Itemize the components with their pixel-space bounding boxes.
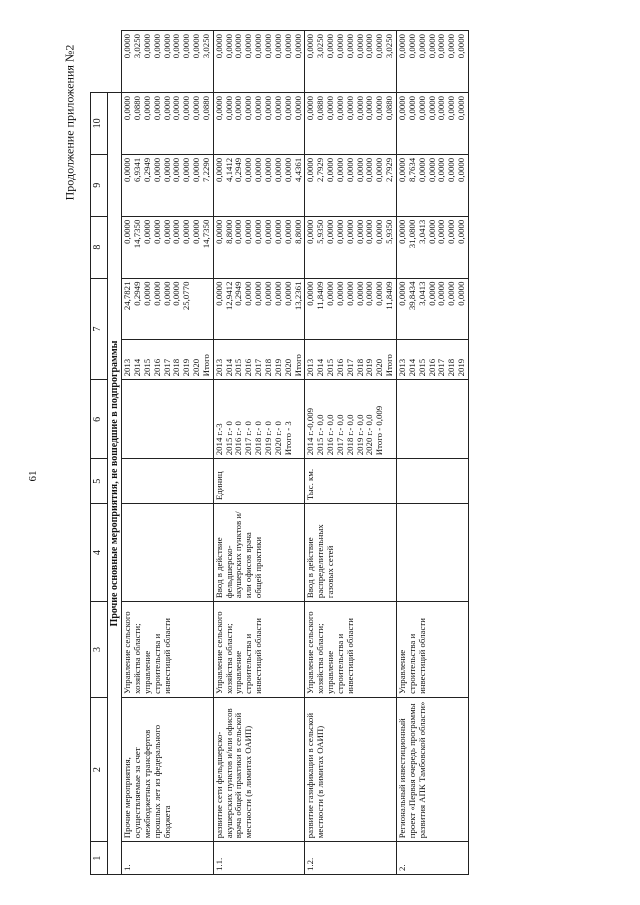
target-values (122, 380, 214, 459)
col-header-6: 6 (91, 380, 108, 459)
regional-funding-value: 0,0000 (325, 157, 336, 182)
extrabudget-funding-value: 0,0000 (151, 34, 162, 59)
years-value: 2015 (325, 358, 336, 377)
target-values-value: Итого - 3 (282, 421, 293, 456)
years-value: 2018 (446, 358, 457, 377)
total-funding-value: 0,0000 (253, 281, 264, 306)
local-funding-value: 0,0000 (325, 95, 336, 121)
years-value: Итого (200, 354, 211, 377)
local-funding (122, 92, 214, 154)
executor: Управление сельского хозяйства области; управление строительства и инвестиций области (213, 602, 305, 698)
regional-funding-value: 0,0000 (426, 157, 437, 182)
extrabudget-funding-value: 0,0000 (122, 34, 133, 59)
regional-funding-value: 0,0000 (305, 157, 316, 182)
local-funding-value: 0,0000 (151, 95, 162, 121)
regional-funding-value: 0,0000 (364, 157, 375, 182)
regional-funding-value: 2,7929 (315, 157, 326, 182)
federal-funding-value: 0,0000 (253, 219, 264, 244)
col-header-1: 1 (91, 842, 108, 875)
total-funding (305, 278, 397, 340)
regional-funding-value: 0,0000 (354, 157, 365, 182)
row-number: 2. (396, 842, 468, 875)
federal-funding-value: 0,0000 (436, 219, 447, 244)
federal-funding-value: 0,0000 (446, 219, 457, 244)
years-value: 2018 (263, 358, 273, 377)
regional-funding (122, 154, 214, 216)
target-values-value: 2020 г.- 0,0 (364, 414, 375, 456)
years-value: 2017 (436, 358, 447, 377)
years-value: 2018 (354, 358, 365, 377)
regional-funding-value: 2,7929 (384, 157, 395, 182)
years-value: 2016 (243, 358, 254, 377)
federal-funding-value: 0,0000 (263, 219, 273, 244)
years-value: 2013 (305, 358, 316, 377)
federal-funding-value: 14,7350 (200, 219, 211, 249)
extrabudget-funding-value: 0,0000 (191, 34, 202, 59)
regional-funding-value: 8,7634 (406, 157, 417, 182)
federal-funding-value: 0,0000 (282, 219, 293, 244)
local-funding-value: 0,0000 (141, 95, 152, 121)
years-value: 2017 (344, 358, 355, 377)
extrabudget-funding (396, 31, 468, 93)
col-header-7: 7 (91, 278, 108, 380)
extrabudget-funding-value: 0,0000 (141, 34, 152, 59)
target-values (213, 380, 305, 459)
regional-funding-value: 0,2949 (141, 157, 152, 182)
years (396, 340, 468, 380)
regional-funding-value: 7,2290 (200, 157, 211, 182)
regional-funding-value: 0,0000 (253, 157, 264, 182)
regional-funding-value: 4,1412 (223, 157, 234, 182)
local-funding-value: 0,0000 (292, 95, 303, 121)
total-funding-value: 12,9412 (223, 281, 234, 311)
federal-funding-value: 0,0000 (334, 219, 345, 244)
extrabudget-funding-value: 0,0000 (344, 34, 355, 59)
total-funding-value: 0,0000 (334, 281, 345, 306)
local-funding-value: 0,0000 (364, 95, 375, 121)
federal-funding-value: 0,0000 (151, 219, 162, 244)
local-funding-value: 0,0880 (200, 95, 211, 121)
years-value: 2017 (253, 358, 264, 377)
years-value: 2019 (456, 358, 467, 377)
target-values-value: 2015 г.- 0 (223, 421, 234, 456)
event-name: развитие сети фельдшерско-акушерских пунктов и/или офисов врача общей практики в сельской местности (в лимитах ОАИП) (213, 697, 305, 841)
unit: Тыс. км. (305, 459, 397, 504)
extrabudget-funding-value: 0,0000 (305, 34, 316, 59)
federal-funding-value: 0,0000 (396, 219, 407, 244)
years-value: 2018 (171, 358, 182, 377)
years-value: 2013 (122, 358, 133, 377)
years-value: 2014 (406, 358, 417, 377)
total-funding (396, 278, 468, 340)
years-value: 2020 (191, 358, 202, 377)
federal-funding-value: 0,0000 (426, 219, 437, 244)
federal-funding-value: 0,0000 (374, 219, 385, 244)
total-funding-value: 0,0000 (305, 281, 316, 306)
total-funding-value: 0,2949 (233, 281, 244, 306)
total-funding-value: 3,0413 (416, 281, 427, 306)
years (305, 340, 397, 380)
extrabudget-funding (122, 31, 214, 93)
extrabudget-funding-value: 0,0000 (233, 34, 244, 59)
federal-funding (213, 216, 305, 278)
local-funding-value: 0,0000 (171, 95, 182, 121)
years-value: 2014 (315, 358, 326, 377)
total-funding-value: 0,0000 (344, 281, 355, 306)
local-funding-value: 0,0000 (406, 95, 417, 121)
unit (122, 459, 214, 504)
local-funding-value: 0,0000 (446, 95, 457, 121)
federal-funding-value: 5,9350 (315, 219, 326, 244)
local-funding-value: 0,0000 (436, 95, 447, 121)
row-number: 1.1. (213, 842, 305, 875)
federal-funding-value: 0,0000 (161, 219, 172, 244)
local-funding-value: 0,0000 (181, 95, 192, 121)
regional-funding-value: 0,0000 (263, 157, 273, 182)
total-funding-value: 0,0000 (436, 281, 447, 306)
local-funding-value: 0,0000 (253, 95, 264, 121)
regional-funding-value: 0,0000 (436, 157, 447, 182)
section-row (108, 31, 122, 875)
table-row (396, 31, 468, 875)
federal-funding-value: 0,0000 (171, 219, 182, 244)
local-funding-value: 0,0000 (334, 95, 345, 121)
table-frame (90, 30, 607, 875)
total-funding-value: 11,8409 (315, 281, 326, 310)
table-row (213, 31, 305, 875)
local-funding-value: 0,0000 (374, 95, 385, 121)
total-funding-value: 0,2949 (132, 281, 143, 306)
extrabudget-funding-value: 0,0000 (223, 34, 234, 59)
years-value: 2016 (151, 358, 162, 377)
total-funding-value: 39,8434 (406, 281, 417, 311)
extrabudget-funding-value: 0,0000 (406, 34, 417, 59)
federal-funding-value: 0,0000 (305, 219, 316, 244)
federal-funding-value: 0,0000 (191, 219, 202, 244)
years-value: Итого (292, 354, 303, 377)
local-funding-value: 0,0000 (122, 95, 133, 121)
federal-funding-value: 0,0000 (364, 219, 375, 244)
extrabudget-funding (305, 31, 397, 93)
years (122, 340, 214, 380)
years (213, 340, 305, 380)
local-funding-value: 0,0000 (223, 95, 234, 121)
col-header-2: 2 (91, 697, 108, 841)
appendix-title: Продолжение приложения №2 (62, 44, 77, 201)
extrabudget-funding-value: 0,0000 (334, 34, 345, 59)
extrabudget-funding (213, 31, 305, 93)
executor: Управление сельского хозяйства области; управление строительства и инвестиций области (305, 602, 397, 698)
indicator: Ввод в действие фельдшерско-акушерских пунктов и/или офисов врача общей практики (213, 504, 305, 602)
total-funding-value: 0,0000 (213, 281, 224, 306)
col-header-8: 8 (91, 216, 108, 278)
col-header-4: 4 (91, 504, 108, 602)
target-values-value: 2017 г.- 0 (243, 421, 254, 456)
years-value: 2016 (334, 358, 345, 377)
col-header-10: 10 (91, 92, 108, 154)
federal-funding (122, 216, 214, 278)
years-value: 2020 (374, 358, 385, 377)
row-number: 1. (122, 842, 214, 875)
col-header-9: 9 (91, 154, 108, 216)
total-funding-value: 0,0000 (282, 281, 293, 306)
extrabudget-funding-value: 0,0000 (456, 34, 467, 59)
years-value: 2015 (233, 358, 244, 377)
target-values-value: Итого - 0,009 (374, 405, 385, 456)
federal-funding-value: 0,0000 (243, 219, 254, 244)
total-funding-value: 0,0000 (426, 281, 437, 306)
local-funding-value: 0,0000 (416, 95, 427, 121)
extrabudget-funding-value: 0,0000 (364, 34, 375, 59)
years-value: 2019 (272, 358, 283, 377)
extrabudget-funding-value: 0,0000 (243, 34, 254, 59)
regional-funding-value: 0,0000 (374, 157, 385, 182)
regional-funding-value: 0,0000 (334, 157, 345, 182)
total-funding-value: 0,0000 (141, 281, 152, 306)
years-value: 2014 (223, 358, 234, 377)
target-values-value: 2016 г.- 0 (233, 421, 244, 456)
local-funding (213, 92, 305, 154)
regional-funding-value: 0,2949 (233, 157, 244, 182)
program-table (90, 30, 469, 875)
local-funding-value: 0,0000 (396, 95, 407, 121)
indicator (396, 504, 468, 602)
indicator: Ввод в действие распределительных газовых сетей (305, 504, 397, 602)
local-funding-value: 0,0000 (161, 95, 172, 121)
extrabudget-funding-value: 0,0000 (253, 34, 264, 59)
federal-funding-value: 0,0000 (344, 219, 355, 244)
extrabudget-funding-value: 0,0000 (181, 34, 192, 59)
years-value: 2013 (213, 358, 224, 377)
local-funding-value: 0,0000 (243, 95, 254, 121)
federal-funding-value: 0,0000 (325, 219, 336, 244)
regional-funding-value: 4,4361 (292, 157, 303, 182)
target-values-value: 2016 г.- 0,0 (325, 414, 336, 456)
years-value: 2020 (282, 358, 293, 377)
local-funding-value: 0,0880 (315, 95, 326, 121)
federal-funding-value: 31,0800 (406, 219, 417, 249)
target-values-value: 2018 г.- 0,0 (344, 414, 355, 456)
federal-funding-value: 0,0000 (354, 219, 365, 244)
extrabudget-funding-value: 3,0250 (384, 34, 395, 59)
years-value: 2015 (141, 358, 152, 377)
local-funding-value: 0,0000 (282, 95, 293, 121)
regional-funding-value: 6,9341 (132, 157, 143, 182)
regional-funding-value: 0,0000 (151, 157, 162, 182)
total-funding-value: 0,0000 (374, 281, 385, 306)
years-value: 2013 (396, 358, 407, 377)
federal-funding-value: 0,0000 (456, 219, 467, 244)
executor: Управление строительства и инвестиций области (396, 602, 468, 698)
federal-funding-value: 0,0000 (122, 219, 133, 244)
total-funding-value: 0,0000 (364, 281, 375, 306)
table-row (305, 31, 397, 875)
extrabudget-funding-value: 0,0000 (374, 34, 385, 59)
federal-funding-value: 0,0000 (141, 219, 152, 244)
total-funding-value: 0,0000 (151, 281, 162, 306)
target-values (305, 380, 397, 459)
target-values-value: 2019 г.- 0 (263, 421, 273, 456)
local-funding-value: 0,0000 (344, 95, 355, 121)
extrabudget-funding-value: 0,0000 (161, 34, 172, 59)
total-funding-value: 0,0000 (354, 281, 365, 306)
regional-funding-value: 0,0000 (191, 157, 202, 182)
total-funding-value: 0,0000 (396, 281, 407, 306)
extrabudget-funding-value: 0,0000 (446, 34, 457, 59)
federal-funding-value: 3,0413 (416, 219, 427, 244)
extrabudget-funding-value: 0,0000 (436, 34, 447, 59)
local-funding-value: 0,0000 (263, 95, 273, 121)
local-funding-value: 0,0000 (272, 95, 283, 121)
federal-funding (305, 216, 397, 278)
years-value: Итого (384, 354, 395, 377)
regional-funding-value: 0,0000 (243, 157, 254, 182)
federal-funding-value: 0,0000 (272, 219, 283, 244)
local-funding-value: 0,0000 (456, 95, 467, 121)
years-value: 2015 (416, 358, 427, 377)
total-funding-value: 0,0000 (325, 281, 336, 306)
extrabudget-funding-value: 3,0250 (132, 34, 143, 59)
total-funding-value: 0,0000 (263, 281, 273, 306)
federal-funding (396, 216, 468, 278)
header-row (91, 31, 108, 875)
regional-funding-value: 0,0000 (344, 157, 355, 182)
target-values-value: 2019 г.- 0,0 (354, 414, 365, 456)
table-row (122, 31, 214, 875)
regional-funding-value: 0,0000 (396, 157, 407, 182)
row-number: 1.2. (305, 842, 397, 875)
extrabudget-funding-value: 0,0000 (282, 34, 293, 59)
target-values-value: 2015 г.- 0,0 (315, 414, 326, 456)
federal-funding-value: 0,0000 (213, 219, 224, 244)
federal-funding-value: 0,0000 (233, 219, 244, 244)
regional-funding-value: 0,0000 (272, 157, 283, 182)
section-title: Прочие основные мероприятия, не вошедшие в подпрограммы (108, 92, 122, 874)
local-funding-value: 0,0000 (305, 95, 316, 121)
regional-funding (396, 154, 468, 216)
unit (396, 459, 468, 504)
target-values-value: 2020 г.- 0 (272, 421, 283, 456)
local-funding-value: 0,0880 (132, 95, 143, 121)
federal-funding-value: 8,8000 (223, 219, 234, 244)
local-funding-value: 0,0000 (213, 95, 224, 121)
total-funding-value: 0,0000 (272, 281, 283, 306)
executor: Управление сельского хозяйства области; управление строительства и инвестиций области (122, 602, 214, 698)
total-funding-value: 0,0000 (456, 281, 467, 306)
indicator (122, 504, 214, 602)
col-header-3: 3 (91, 602, 108, 698)
target-values-value: 2018 г.- 0 (253, 421, 264, 456)
page-number: 61 (27, 470, 39, 482)
extrabudget-funding-value: 0,0000 (426, 34, 437, 59)
regional-funding (305, 154, 397, 216)
regional-funding-value: 0,0000 (282, 157, 293, 182)
extrabudget-funding-value: 3,0250 (315, 34, 326, 59)
target-values (396, 380, 468, 459)
years-value: 2017 (161, 358, 172, 377)
total-funding-value: 25,0770 (181, 281, 192, 311)
total-funding (122, 278, 214, 340)
local-funding-value: 0,0000 (426, 95, 437, 121)
total-funding-value: 0,0000 (171, 281, 182, 306)
regional-funding-value: 0,0000 (181, 157, 192, 182)
years-value: 2016 (426, 358, 437, 377)
total-funding (213, 278, 305, 340)
regional-funding-value: 0,0000 (446, 157, 457, 182)
target-values-value: 2014 г.-3 (213, 423, 224, 456)
extrabudget-funding-value: 0,0000 (396, 34, 407, 59)
total-funding-value: 0,0000 (161, 281, 172, 306)
extrabudget-funding-value: 0,0000 (325, 34, 336, 59)
extrabudget-funding-value: 0,0000 (171, 34, 182, 59)
federal-funding-value: 14,7350 (132, 219, 143, 249)
regional-funding-value: 0,0000 (416, 157, 427, 182)
local-funding (396, 92, 468, 154)
total-funding-value: 0,0000 (446, 281, 457, 306)
target-values-value: 2014 г.-0,009 (305, 407, 316, 456)
event-name: Прочие мероприятия, осуществляемые за счет межбюджетных трансфертов прошлых лет из федерального бюджета (122, 697, 214, 841)
extrabudget-funding-value: 0,0000 (272, 34, 283, 59)
regional-funding (213, 154, 305, 216)
years-value: 2019 (181, 358, 192, 377)
local-funding-value: 0,0000 (354, 95, 365, 121)
federal-funding-value: 8,8000 (292, 219, 303, 244)
extrabudget-funding-value: 0,0000 (263, 34, 273, 59)
federal-funding-value: 0,0000 (181, 219, 192, 244)
regional-funding-value: 0,0000 (213, 157, 224, 182)
total-funding-value: 0,0000 (243, 281, 254, 306)
regional-funding-value: 0,0000 (456, 157, 467, 182)
local-funding-value: 0,0880 (384, 95, 395, 121)
extrabudget-funding-value: 0,0000 (354, 34, 365, 59)
local-funding (305, 92, 397, 154)
event-name: Региональный инвестиционный проект «Первая очередь программы развития АПК Тамбовской области» (396, 697, 468, 841)
rotated-sheet (90, 30, 607, 875)
total-funding-value: 13,2361 (292, 281, 303, 311)
total-funding-value: 24,7821 (122, 281, 133, 311)
regional-funding-value: 0,0000 (171, 157, 182, 182)
total-funding-value: 11,8409 (384, 281, 395, 310)
extrabudget-funding-value: 0,0000 (213, 34, 224, 59)
col-header-5: 5 (91, 459, 108, 504)
federal-funding-value: 5,9350 (384, 219, 395, 244)
extrabudget-funding-value: 0,0000 (416, 34, 427, 59)
target-values-value: 2017 г.- 0,0 (334, 414, 345, 456)
regional-funding-value: 0,0000 (122, 157, 133, 182)
extrabudget-funding-value: 3,0250 (200, 34, 211, 59)
local-funding-value: 0,0000 (233, 95, 244, 121)
years-value: 2019 (364, 358, 375, 377)
local-funding-value: 0,0000 (191, 95, 202, 121)
years-value: 2014 (132, 358, 143, 377)
extrabudget-funding-value: 0,0000 (292, 34, 303, 59)
event-name: развитие газификации в сельской местности (в лимитах ОАИП) (305, 697, 397, 841)
unit: Единиц (213, 459, 305, 504)
regional-funding-value: 0,0000 (161, 157, 172, 182)
